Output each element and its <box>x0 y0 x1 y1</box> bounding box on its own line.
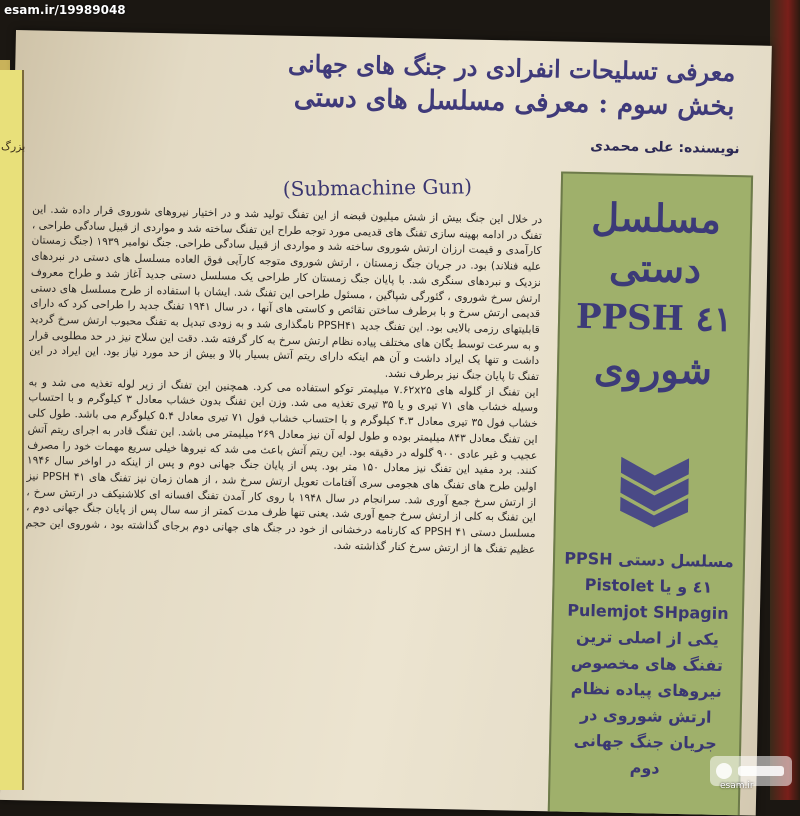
author-byline: نویسنده: علی محمدی <box>590 138 740 158</box>
watermark-url: esam.ir/19989048 <box>4 3 126 17</box>
chevron-rank-icon <box>620 457 689 528</box>
adjacent-page-fragment: بزرگ <box>1 140 26 153</box>
sidebar-body: مسلسل دستی PPSH ٤١ و یا Pistolet Pulemjot SHpagin یکی از اصلی ترین تفنگ های مخصوص نیروهای پیاده نظام ارتش شوروی در جریان جنگ جهانی دوم <box>564 548 734 778</box>
magazine-spine <box>770 0 800 800</box>
sidebar-title-line2: دستی <box>608 244 702 292</box>
title-english: (Submachine Gun) <box>282 174 473 201</box>
article-paragraph-2: این تفنگ از گلوله های ۷.۶۲x۲۵ میلیمتر توکو استفاده می کرد. همچنین این تفنگ از زیر لوله تغذیه می شد و به وسیله خشاب های ۷۱ تیری و یا ۳۵ تیری تغذیه می شد. وزن این تفنگ بدون خشاب معادل ۳ کیلوگرم و با احتساب خشاب فول ۳۵ تیری معادل ۴.۳ کیلوگرم و با احتساب خشاب فول ۷۱ تیری معادل ۵.۴ کیلوگرم می باشد. طول کلی این تفنگ معادل ۸۴۳ میلیمتر بوده و طول لوله آن نیز معادل ۲۶۹ میلیمتر می باشد. این تفنگ قادر به اجرای ریتم آتش عجیب و غیر عادی ۹۰۰ گلوله در دقیقه بود. این ریتم آتش باعث می شد که نیروها خیلی سریع مهمات خود را مصرف کنند. برد مفید این تفنگ نیز معادل ۱۵۰ متر بود. پس از پایان جنگ جهانی دوم و پس از اینکه در اواخر سال ۱۹۴۶ اولین طرح های تفنگ های هجومی سری آفتامات تعویل ارتش سرخ شد ، از همان زمان نیز تفنگ های PPSH ۴۱ نیز از ارتش سرخ جمع آوری شد. سرانجام در سال ۱۹۴۸ با روی کار آمدن تفنگ افسانه ای کلاشنیکف در ارتش سرخ ، این تفنگ به کلی از ارتش سرخ جمع آوری شد. یعنی تنها ظرف مدت کمتر از سه سال پس از پایان جنگ جهانی دوم ، مسلسل دستی PPSH ۴۱ که کارنامه درخشانی از خود در جنگ های جهانی دوم برجای گذاشته بود ، شوروی این حجم عظیم تفنگ ها از ارتش سرخ کنار گذاشته شد. <box>25 376 539 556</box>
article-paragraph-1: در خلال این جنگ بیش از شش میلیون قبضه از این تفنگ تولید شد و در اختیار نیروهای شوروی قرار داده شد. این تفنگ در ادامه بهینه سازی تفنگ های قدیمی مورد توجه طراح این تفنگ ساخته شد و مواردی از قبیل سادگی طراحی ، کارآمدی و قیمت ارزان ارتش شوروی ساخته شد و مواردی از قبیل سادگی طراحی. جنگ نوامبر ۱۹۳۹ (جنگ زمستان علیه فنلاند) بود. در جریان جنگ زمستان ، ارتش شوروی متوجه کارآیی فوق العاده مسلسل های دستی در نبردهای نزدیک و نبردهای سنگری شد. با پایان جنگ زمستان کار طراحی یک مسلسل دستی جدید آغاز شد و طراح معروف ارتش سرخ شوروی ، گئورگی شپاگین ، مسئول طراحی این تفنگ شد. ایشان با استفاده از طرح مسلسل های دستی قدیمی ارتش سرخ و با برطرف ساختن نقائص و کاستی های آنها ، در سال ۱۹۴۱ تفنگ جدید را طراحی کرد که دارای قابلیتهای رزمی بالایی بود. این تفنگ جدید PPSH۴۱ نامگذاری شد و به زودی تبدیل به تفنگ محبوب ارتش سرخ گردید و به سرعت توسط یگان های مختلف پیاده نظام ارتش سرخ به کار گرفته شد. دقت این سلاح نیز در حد مطلوبی قرار داشت و تنها یک ایراد داشت و آن هم اینکه دارای ریتم آتش بسیار بالا و بیش از حد مورد نیاز بود. این ایراد در این تفنگ تا پایان جنگ نیز برطرف نشد. <box>29 203 543 384</box>
watermark-logo-text: esam.ir <box>720 781 754 791</box>
title-line2: بخش سوم : معرفی مسلسل های دستی <box>293 82 735 123</box>
sidebar-title <box>559 191 751 397</box>
sidebar-title-line4: شوروی <box>593 345 713 393</box>
article-body <box>25 202 542 558</box>
sidebar-title-line3: PPSH ٤١ <box>575 296 733 341</box>
title-line1: معرفی تسلیحات انفرادی در جنگ های جهانی <box>287 48 736 88</box>
magazine-page <box>0 30 772 816</box>
article-titles <box>134 45 735 126</box>
adjacent-page-strip <box>0 70 24 790</box>
sidebar-box <box>547 171 753 815</box>
sidebar-title-line1: مسلسل <box>590 194 722 242</box>
